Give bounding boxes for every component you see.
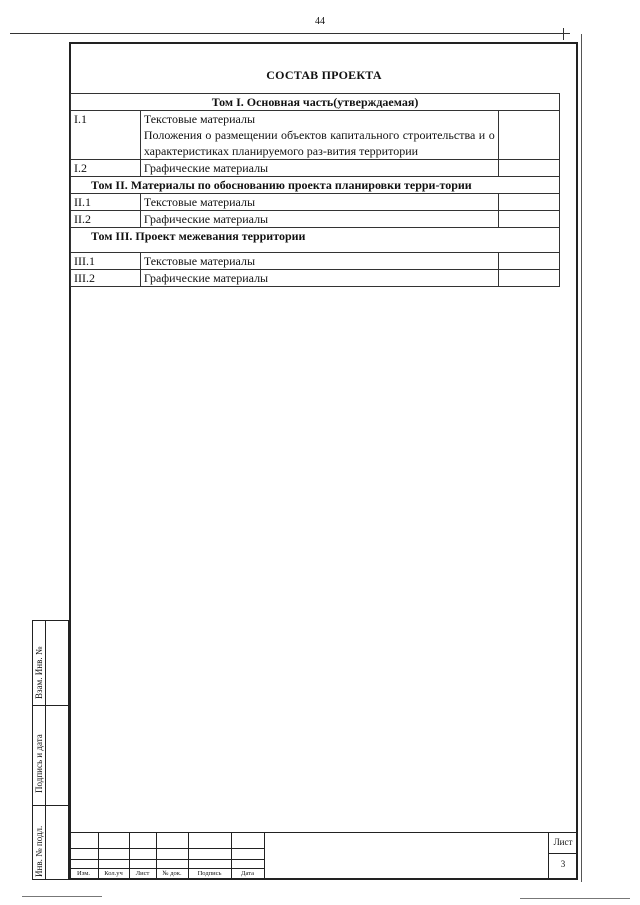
item-number: III.2 xyxy=(71,270,141,287)
item-note xyxy=(498,111,559,160)
item-description: Текстовые материалы xyxy=(140,194,498,211)
item-note xyxy=(498,211,559,228)
column-label: Дата xyxy=(241,870,254,877)
table-row xyxy=(71,253,560,270)
item-number: I.2 xyxy=(71,160,141,177)
sheet-label: Лист xyxy=(553,837,573,847)
frame-edge xyxy=(581,34,582,882)
table-row xyxy=(71,111,560,160)
volume-heading-row xyxy=(71,177,560,194)
item-number: II.2 xyxy=(71,211,141,228)
column-label: Кол.уч xyxy=(104,870,123,877)
item-description-line: Текстовые материалы xyxy=(143,112,256,126)
item-description xyxy=(140,111,498,160)
scan-artifact xyxy=(22,896,102,897)
title-block-rule xyxy=(548,853,578,854)
title-block-divider xyxy=(264,832,265,880)
volume-heading: Том II. Материалы по обоснованию проекта планировки терри-тории xyxy=(71,177,560,194)
top-tick xyxy=(563,28,564,40)
contents-table xyxy=(70,93,560,287)
item-description: Графические материалы xyxy=(140,160,498,177)
table-row xyxy=(71,194,560,211)
title-block xyxy=(69,832,578,880)
side-stamp-divider xyxy=(45,621,46,879)
item-note xyxy=(498,253,559,270)
column-label: Подпись xyxy=(197,870,222,877)
item-description: Текстовые материалы xyxy=(140,253,498,270)
table-row xyxy=(71,270,560,287)
item-note xyxy=(498,160,559,177)
side-stamp-rule xyxy=(33,705,68,706)
item-number: II.1 xyxy=(71,194,141,211)
page-number: 44 xyxy=(315,16,325,27)
volume-heading: Том I. Основная часть(утверждаемая) xyxy=(71,94,560,111)
item-number: III.1 xyxy=(71,253,141,270)
column-label: Изм. xyxy=(77,870,90,877)
sheet-number: 3 xyxy=(560,859,566,869)
volume-heading: Том III. Проект межевания территории xyxy=(71,228,560,253)
volume-heading-row xyxy=(71,228,560,253)
title-block-top-rule xyxy=(69,832,578,833)
item-description: Графические материалы xyxy=(140,270,498,287)
table-row xyxy=(71,160,560,177)
column-label: Лист xyxy=(135,870,150,877)
side-stamp: Взам. Инв. № Подпись и дата Инв. № подл. xyxy=(32,620,69,880)
item-description: Графические материалы xyxy=(140,211,498,228)
side-stamp-rule xyxy=(33,805,68,806)
scan-artifact xyxy=(520,898,630,899)
document-title: СОСТАВ ПРОЕКТА xyxy=(266,68,382,82)
item-note xyxy=(498,270,559,287)
column-label: № док. xyxy=(162,870,182,877)
item-description-paragraph: Положения о размещении объектов капитального строительства и о характеристиках планируемого раз-вития территории xyxy=(143,128,495,158)
table-row xyxy=(71,211,560,228)
top-rule xyxy=(10,33,570,34)
volume-heading-row xyxy=(71,94,560,111)
item-number: I.1 xyxy=(71,111,141,160)
item-note xyxy=(498,194,559,211)
